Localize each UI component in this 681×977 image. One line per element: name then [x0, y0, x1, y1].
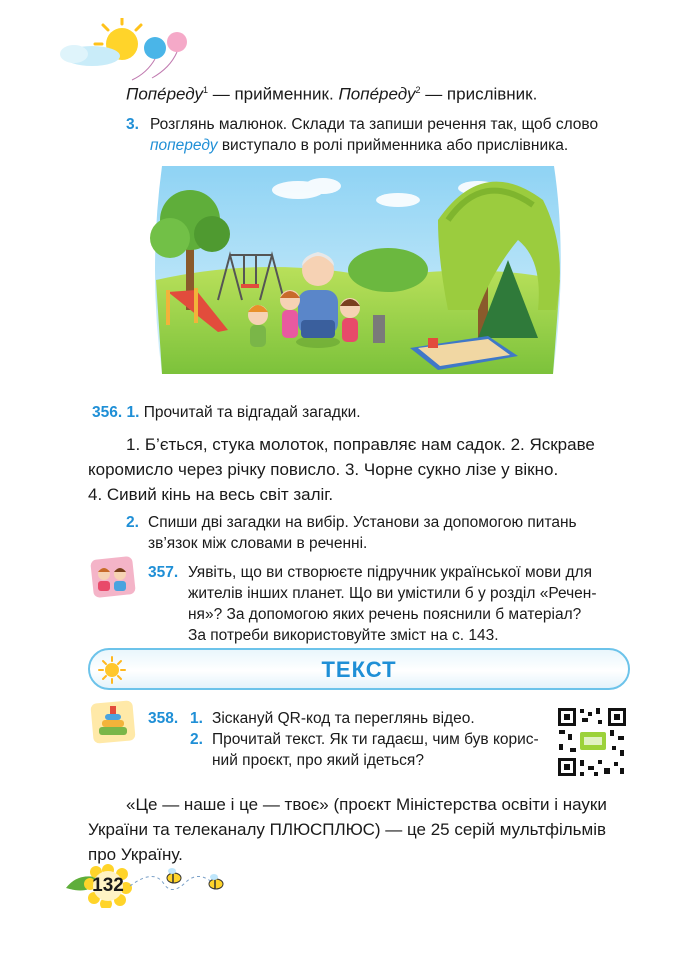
intro-text-2: — прислівник. — [420, 84, 538, 104]
intro-sup-1: 1 — [203, 85, 209, 95]
balloon-pink-icon — [167, 32, 187, 52]
intro-sup-2: 2 — [415, 85, 421, 95]
ex358-number: 358. — [148, 710, 179, 727]
trash-bin — [373, 315, 385, 343]
ex356-heading — [92, 402, 361, 423]
ex357-text — [188, 562, 636, 646]
ex356-sub2-number: 2. — [126, 514, 139, 531]
ex356-sub2-line-2: зв’язок між словами в реченні. — [148, 535, 368, 552]
ex356-sub2-line-1: Спиши дві загадки на вибір. Установи за допомогою питань — [148, 514, 577, 531]
grandmother — [296, 252, 340, 348]
ex356-sub1-number: 1. — [126, 404, 140, 421]
balloon-blue-icon — [144, 37, 166, 59]
section-title: ТЕКСТ — [321, 657, 397, 682]
bee-icon-2 — [209, 874, 223, 889]
ex356-riddles — [88, 432, 634, 507]
passage-line-2: України та телеканалу ПЛЮСПЛЮС) — це 25 серій мультфільмів — [88, 820, 607, 839]
group-work-icon — [90, 556, 136, 598]
intro-line — [126, 78, 537, 107]
intro-text-1: — прийменник. — [208, 84, 339, 104]
riddles-line-1: 1. Б’ється, стука молоток, поправляє нам садок. 2. Яскраве — [126, 435, 595, 454]
riddles-line-2: коромисло через річку повисло. 3. Чорне сукно лізе у вікно. — [88, 460, 559, 479]
ex358-sub1-text: Зіскануй QR-код та переглянь відео. — [212, 710, 475, 727]
passage — [88, 792, 634, 867]
ex358-sub2-line-1: Прочитай текст. Як ти гадаєш, чим був корис- — [212, 731, 539, 748]
task-3-text — [150, 114, 640, 156]
child-middle — [280, 290, 300, 338]
ex356-sub1-text: Прочитай та відгадай загадки. — [143, 404, 361, 421]
intro-word-2: Попе́реду — [338, 84, 416, 104]
page-number: 132 — [92, 875, 124, 896]
sun-balloons-decoration — [52, 18, 202, 84]
ex357-number: 357. — [148, 564, 179, 581]
ex357-line-3: ня»? За допомогою яких речень пояснили б матеріал? — [188, 606, 582, 623]
task-3-number: 3. — [126, 116, 139, 133]
ex357-line-1: Уявіть, що ви створюєте підручник української мови для — [188, 564, 592, 581]
riddles-line-3: 4. Сивий кінь на весь світ заліг. — [88, 485, 334, 504]
park-illustration — [148, 160, 568, 380]
bee-icon — [167, 868, 181, 883]
qr-code[interactable] — [556, 706, 628, 778]
task-3-keyword: попереду — [150, 137, 218, 154]
ex358-sub2-line-2: ний проєкт, про який ідеться? — [212, 752, 424, 769]
ex358-sub2-text — [212, 729, 552, 771]
ex358-sub1-number: 1. — [190, 710, 203, 727]
passage-line-3: про Україну. — [88, 845, 183, 864]
task-3-line-2: виступало в ролі прийменника або прислівника. — [217, 137, 569, 154]
ex356-sub2-text — [148, 512, 636, 554]
ex357-line-4: За потреби використовуйте зміст на с. 143. — [188, 627, 499, 644]
ex357-line-2: жителів інших планет. Що ви умістили б у розділ «Речен- — [188, 585, 597, 602]
child-right — [340, 298, 360, 342]
ex358-sub2-number: 2. — [190, 731, 203, 748]
section-banner — [88, 648, 630, 690]
task-3-line-1: Розглянь малюнок. Склади та запиши речення так, щоб слово — [150, 116, 599, 133]
pyramid-toy-icon — [90, 700, 136, 744]
intro-word-1: Попе́реду — [126, 84, 204, 104]
passage-line-1: «Це — наше і це — твоє» (проєкт Міністерства освіти і науки — [126, 795, 607, 814]
ex356-number: 356. — [92, 404, 123, 421]
